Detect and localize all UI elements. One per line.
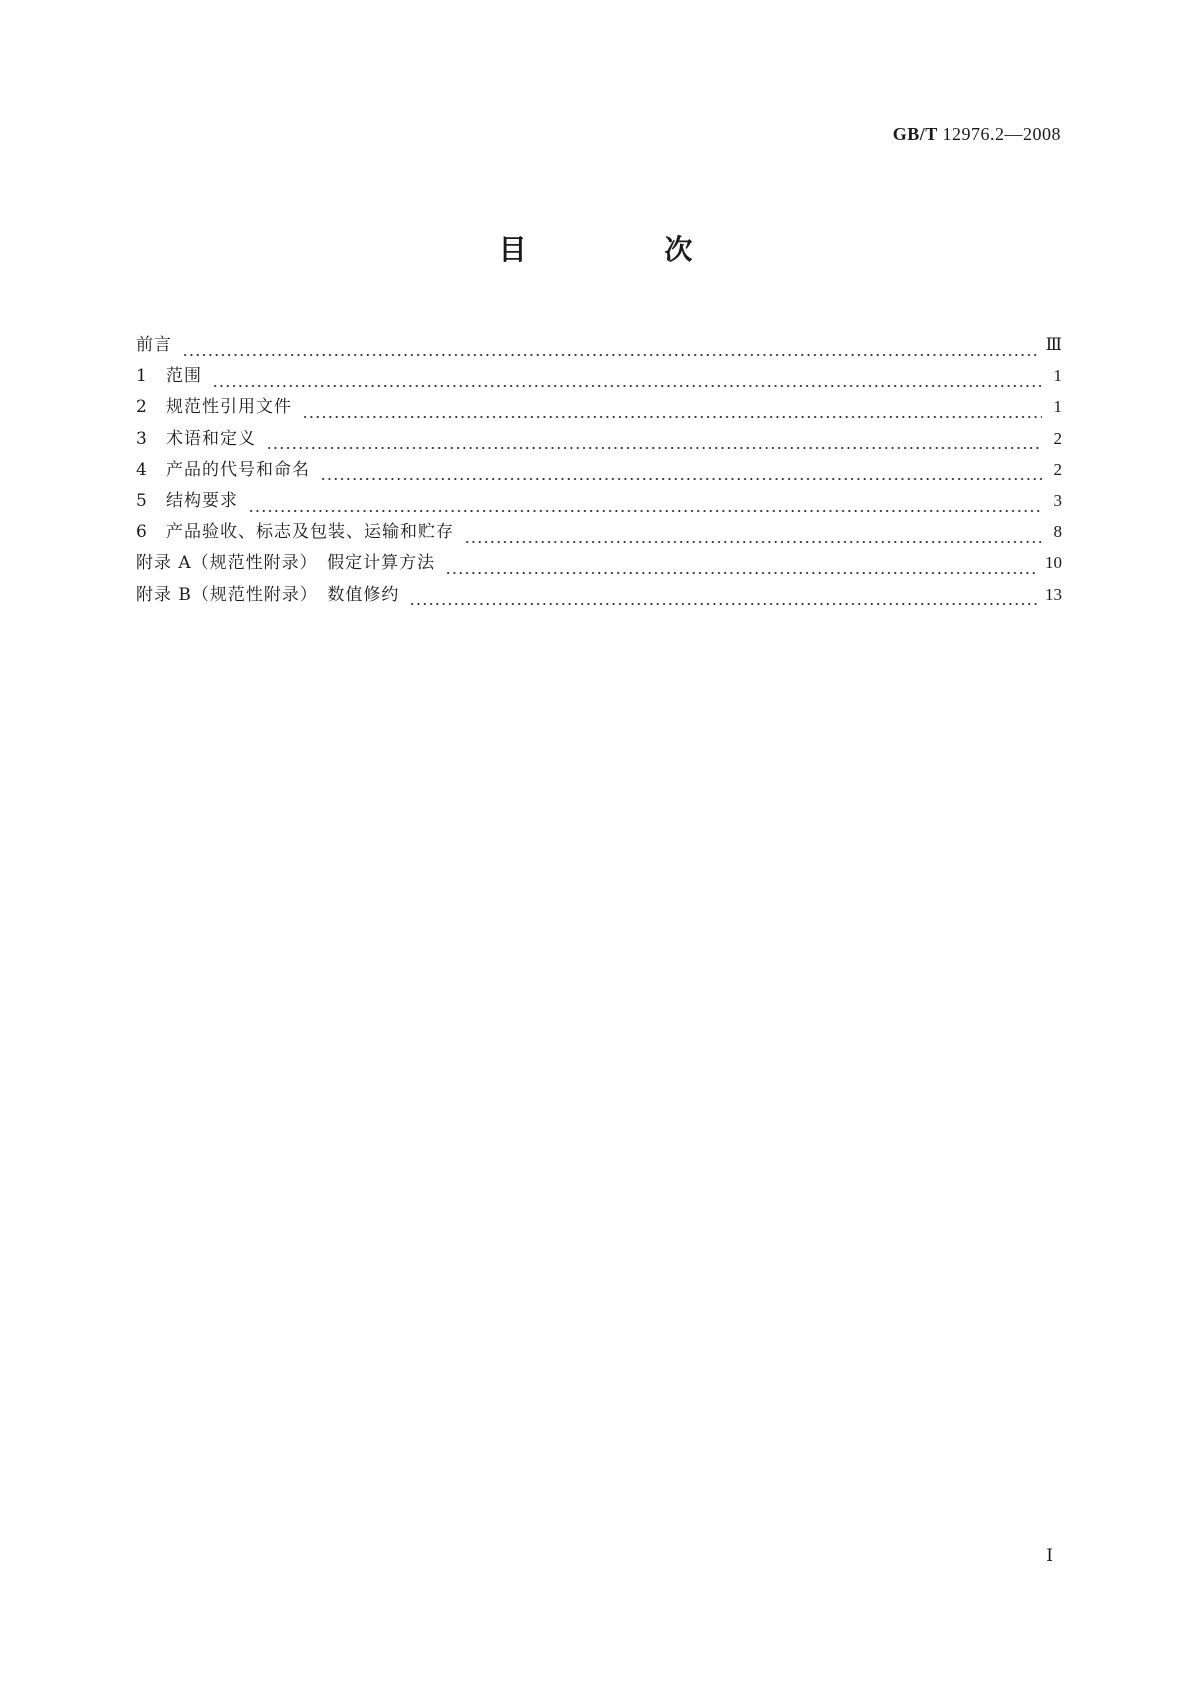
toc-entry-label: 产品验收、标志及包装、运输和贮存 <box>166 522 454 543</box>
toc-entry-number: 5 <box>136 490 147 511</box>
toc-entry-number: 2 <box>136 397 147 418</box>
toc-entry-label: 产品的代号和命名 <box>166 459 310 480</box>
toc-entry-number: 6 <box>136 522 147 543</box>
toc-entry-page: 8 <box>1053 522 1062 542</box>
toc-entry-label: 前言 <box>136 335 172 355</box>
toc-entry-5[interactable] <box>136 486 1062 517</box>
toc-entry-foreword[interactable] <box>136 330 1062 361</box>
page-number: Ⅰ <box>1046 1546 1053 1565</box>
toc-entry-label: 结构要求 <box>166 490 238 511</box>
toc-entry-appendix-b[interactable] <box>136 580 1062 611</box>
toc-entry-label: 附录 B（规范性附录） 数值修约 <box>136 584 400 605</box>
toc-entry-1[interactable] <box>136 361 1062 392</box>
toc-entry-2[interactable] <box>136 392 1062 423</box>
toc-entry-page: 3 <box>1053 490 1062 510</box>
dot-leader <box>409 594 1039 611</box>
toc-entry-page: 2 <box>1053 459 1062 479</box>
dot-leader <box>302 407 1042 424</box>
dot-leader <box>320 469 1042 486</box>
toc-entry-page: Ⅲ <box>1045 335 1062 354</box>
toc-entry-page: 1 <box>1053 366 1062 386</box>
standard-code <box>893 124 1061 145</box>
toc-entry-number: 4 <box>136 459 147 480</box>
toc-entry-page: 10 <box>1045 553 1062 573</box>
standard-prefix: GB/T <box>892 124 938 144</box>
toc-entry-number: 3 <box>136 428 147 449</box>
toc-entry-4[interactable] <box>136 455 1062 486</box>
dot-leader <box>266 438 1042 455</box>
toc-entry-page: 1 <box>1053 397 1062 417</box>
table-of-contents <box>136 330 1062 611</box>
dot-leader <box>248 500 1042 517</box>
toc-entry-label: 规范性引用文件 <box>166 397 292 418</box>
toc-entry-page: 13 <box>1045 584 1062 604</box>
toc-entry-label: 附录 A（规范性附录） 假定计算方法 <box>136 553 436 574</box>
dot-leader <box>445 563 1039 580</box>
dot-leader <box>182 344 1040 361</box>
toc-entry-6[interactable] <box>136 517 1062 548</box>
toc-entry-appendix-a[interactable] <box>136 548 1062 579</box>
toc-entry-label: 术语和定义 <box>166 428 256 449</box>
toc-entry-number: 1 <box>136 366 147 387</box>
standard-number: 12976.2—2008 <box>942 124 1061 144</box>
toc-title: 目 次 <box>498 233 757 266</box>
dot-leader <box>464 531 1042 548</box>
toc-entry-3[interactable] <box>136 424 1062 455</box>
toc-entry-label: 范围 <box>166 366 202 387</box>
toc-entry-page: 2 <box>1053 428 1062 448</box>
dot-leader <box>212 375 1042 392</box>
